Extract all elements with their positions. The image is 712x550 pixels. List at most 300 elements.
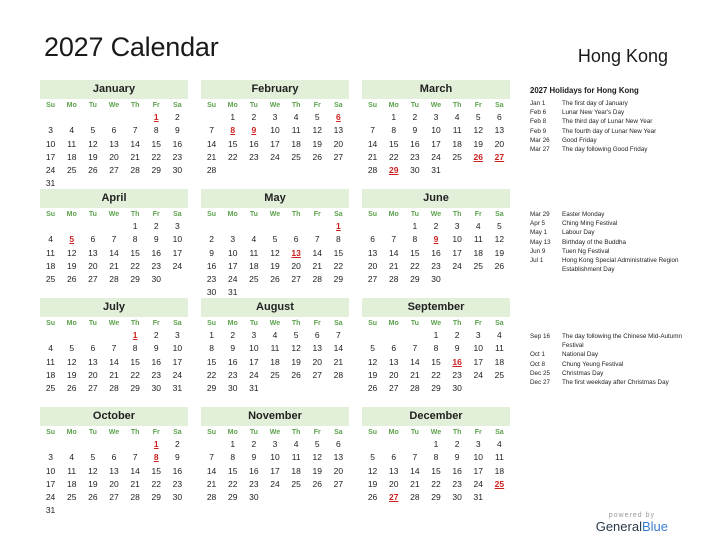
month-header: April (40, 189, 188, 208)
day-cell: 9 (175, 452, 180, 463)
day-cell: 13 (312, 343, 322, 354)
empty-day (243, 220, 264, 233)
day-cell: 4 (454, 112, 460, 122)
day-cell: 13 (109, 138, 119, 149)
day-cell: 24 (270, 478, 280, 489)
day-cell: 15 (227, 138, 238, 149)
day-cell: 2 (454, 439, 460, 449)
day-cell: 21 (130, 478, 140, 489)
day-cell: 6 (391, 452, 397, 463)
day-cell: 15 (333, 247, 344, 258)
holiday-name: Hong Kong Special Administrative Region Establishment Day (562, 257, 679, 274)
weekday-label: Su (207, 429, 217, 436)
day-cell: 6 (293, 234, 299, 245)
day-cell: 7 (314, 234, 320, 245)
holiday-item (530, 360, 700, 369)
day-cell: 3 (272, 112, 278, 122)
day-cell: 1 (132, 221, 138, 231)
day-cell: 6 (90, 234, 96, 245)
weekday-label: Th (291, 211, 301, 218)
holiday-day: 1 (153, 112, 159, 122)
empty-day (40, 220, 61, 233)
month-february (201, 80, 349, 177)
day-cell: 10 (45, 138, 56, 149)
weekday-label: Su (46, 320, 56, 327)
day-cell: 2 (412, 112, 418, 122)
holiday-group (530, 99, 700, 154)
day-cell: 18 (66, 151, 77, 162)
holiday-date: Feb 6 (530, 109, 547, 117)
day-cell: 7 (111, 234, 117, 245)
day-cell: 16 (206, 260, 217, 271)
weekday-label: Sa (495, 429, 504, 436)
day-cell: 16 (172, 138, 183, 149)
day-cell: 22 (130, 260, 140, 271)
weekday-label: Th (291, 429, 301, 436)
day-cell: 30 (431, 274, 441, 285)
day-cell: 3 (454, 221, 460, 231)
day-cell: 11 (270, 343, 280, 354)
day-cell: 29 (227, 492, 238, 503)
holiday-date: Apr 5 (530, 220, 546, 228)
weekday-label: Sa (173, 429, 182, 436)
day-cell: 19 (291, 356, 301, 367)
weekday-label: Fr (152, 429, 160, 436)
empty-day (82, 329, 103, 342)
holiday-name: National Day (562, 351, 599, 359)
holiday-item (530, 369, 700, 378)
holiday-date: Feb 8 (530, 118, 547, 126)
day-cell: 5 (90, 125, 96, 136)
weekday-label: Fr (152, 211, 160, 218)
month-december (362, 407, 510, 504)
day-cell: 20 (333, 465, 344, 476)
day-cell: 7 (336, 330, 341, 340)
day-cell: 14 (333, 343, 344, 354)
day-cell: 6 (111, 452, 117, 463)
month-july (40, 298, 188, 395)
day-cell: 5 (293, 330, 299, 340)
day-cell: 30 (452, 383, 462, 394)
empty-day (125, 438, 146, 451)
day-cell: 14 (367, 138, 378, 149)
day-cell: 13 (388, 356, 399, 367)
powered-by-text: powered by (608, 512, 655, 519)
day-cell: 14 (130, 138, 140, 149)
day-cell: 2 (153, 221, 159, 231)
day-cell: 25 (291, 478, 301, 489)
day-cell: 4 (293, 112, 299, 122)
weekday-label: We (108, 102, 120, 109)
day-cell: 12 (312, 452, 322, 463)
day-cell: 3 (475, 330, 481, 340)
weekday-label: Tu (410, 102, 419, 109)
day-cell: 9 (454, 452, 460, 463)
day-cell: 5 (272, 234, 278, 245)
weekday-label: Sa (334, 320, 343, 327)
day-cell: 9 (153, 343, 159, 354)
weekday-label: Sa (173, 211, 182, 218)
holiday-date: Oct 8 (530, 360, 546, 368)
day-cell: 24 (270, 151, 280, 162)
day-cell: 15 (130, 356, 140, 367)
day-cell: 20 (109, 478, 119, 489)
day-cell: 26 (312, 478, 322, 489)
day-cell: 23 (452, 369, 462, 380)
weekday-label: Th (130, 102, 140, 109)
day-cell: 25 (494, 369, 505, 380)
day-cell: 11 (495, 452, 504, 463)
holiday-day: 9 (433, 234, 439, 245)
page-title: 2027 Calendar (44, 32, 219, 62)
day-cell: 30 (172, 165, 183, 176)
weekday-label: Th (130, 320, 140, 327)
day-cell: 14 (388, 247, 399, 258)
empty-day (222, 220, 243, 233)
day-cell: 27 (109, 492, 119, 503)
day-cell: 4 (272, 330, 278, 340)
day-cell: 13 (88, 247, 98, 258)
day-cell: 6 (314, 330, 320, 340)
day-cell: 14 (130, 465, 140, 476)
weekday-label: Su (368, 320, 378, 327)
holiday-day: 25 (494, 478, 505, 489)
day-cell: 3 (230, 234, 236, 245)
holiday-name: The day following Good Friday (562, 146, 648, 154)
day-cell: 19 (312, 465, 322, 476)
day-cell: 8 (153, 125, 159, 136)
day-cell: 12 (270, 247, 280, 258)
day-cell: 21 (109, 369, 119, 380)
day-cell: 4 (497, 330, 502, 340)
day-cell: 28 (130, 165, 140, 176)
day-cell: 19 (270, 260, 280, 271)
day-cell: 14 (109, 356, 119, 367)
weekday-label: Mo (66, 102, 77, 109)
day-cell: 14 (206, 465, 217, 476)
day-cell: 7 (370, 125, 375, 136)
day-cell: 28 (410, 383, 420, 394)
day-cell: 26 (66, 383, 77, 394)
day-cell: 18 (66, 478, 77, 489)
day-cell: 17 (249, 356, 259, 367)
day-cell: 30 (249, 492, 259, 503)
day-cell: 12 (312, 125, 322, 136)
day-cell: 23 (151, 369, 161, 380)
day-cell: 31 (227, 287, 238, 298)
day-cell: 11 (67, 465, 77, 476)
holiday-day: 16 (452, 356, 462, 367)
weekday-label: Th (130, 429, 140, 436)
weekday-label: Fr (313, 211, 321, 218)
weekday-label: Su (46, 102, 56, 109)
day-cell: 29 (410, 274, 420, 285)
day-cell: 26 (66, 274, 77, 285)
empty-day (103, 438, 124, 451)
day-cell: 30 (151, 383, 161, 394)
day-cell: 26 (270, 274, 280, 285)
day-cell: 3 (175, 330, 180, 340)
holiday-item (530, 219, 700, 228)
day-cell: 7 (391, 234, 397, 245)
day-cell: 24 (227, 274, 238, 285)
weekday-label: Su (46, 211, 56, 218)
day-cell: 19 (66, 369, 77, 380)
day-cell: 16 (410, 138, 420, 149)
day-cell: 6 (111, 125, 117, 136)
day-cell: 15 (431, 465, 441, 476)
day-cell: 27 (333, 478, 344, 489)
day-cell: 13 (88, 356, 98, 367)
day-cell: 14 (206, 138, 217, 149)
empty-day (82, 111, 103, 124)
day-cell: 11 (67, 138, 77, 149)
holiday-date: Jan 1 (530, 100, 546, 107)
empty-day (125, 111, 146, 124)
weekday-label: Fr (152, 320, 160, 327)
weekday-label: Mo (66, 429, 77, 436)
day-cell: 10 (452, 234, 462, 245)
day-cell: 28 (109, 383, 119, 394)
day-cell: 8 (412, 234, 418, 245)
day-cell: 16 (172, 465, 183, 476)
holiday-day: 9 (251, 125, 257, 136)
day-cell: 4 (48, 234, 53, 245)
day-cell: 28 (206, 492, 217, 503)
day-cell: 4 (251, 234, 257, 245)
day-cell: 27 (388, 383, 399, 394)
holiday-item (530, 136, 700, 145)
day-cell: 26 (88, 165, 98, 176)
month-march (362, 80, 510, 177)
day-cell: 29 (431, 383, 441, 394)
empty-day (307, 220, 328, 233)
day-cell: 31 (473, 492, 483, 503)
weekday-label: We (269, 320, 281, 327)
day-cell: 17 (172, 356, 183, 367)
holiday-item (530, 350, 700, 359)
day-cell: 31 (172, 383, 183, 394)
day-cell: 19 (88, 151, 98, 162)
day-cell: 7 (209, 125, 214, 136)
holiday-item (530, 256, 700, 274)
day-cell: 26 (291, 369, 301, 380)
day-cell: 1 (433, 439, 439, 449)
day-cell: 2 (175, 439, 180, 449)
day-cell: 23 (172, 478, 183, 489)
weekday-label: We (430, 102, 442, 109)
day-cell: 8 (230, 452, 236, 463)
day-cell: 7 (132, 125, 138, 136)
day-cell: 2 (454, 330, 460, 340)
weekday-label: We (430, 211, 442, 218)
holiday-name: Good Friday (562, 136, 597, 144)
empty-day (286, 220, 307, 233)
empty-day (362, 220, 383, 233)
day-cell: 28 (206, 165, 217, 176)
day-cell: 19 (66, 260, 77, 271)
weekday-label: We (108, 320, 120, 327)
holiday-item (530, 145, 700, 154)
day-cell: 22 (431, 478, 441, 489)
weekday-label: Tu (88, 320, 97, 327)
day-cell: 23 (227, 369, 238, 380)
weekday-label: Tu (249, 320, 258, 327)
day-cell: 18 (45, 260, 56, 271)
day-cell: 5 (314, 439, 320, 449)
day-cell: 23 (431, 260, 441, 271)
day-cell: 4 (69, 452, 75, 463)
weekday-label: Mo (227, 429, 238, 436)
day-cell: 15 (431, 356, 441, 367)
weekday-label: Tu (249, 429, 258, 436)
holiday-item (530, 247, 700, 256)
weekday-label: Mo (388, 320, 399, 327)
holiday-day: 27 (494, 151, 505, 162)
day-cell: 22 (206, 369, 217, 380)
day-cell: 18 (494, 356, 505, 367)
day-cell: 19 (367, 369, 378, 380)
holiday-name: Easter Monday (562, 211, 605, 218)
day-cell: 4 (293, 439, 299, 449)
day-cell: 27 (88, 383, 98, 394)
weekday-label: Su (368, 429, 378, 436)
month-header: January (40, 80, 188, 99)
month-may (201, 189, 349, 300)
month-header: May (201, 189, 349, 208)
month-header: February (201, 80, 349, 99)
day-cell: 17 (452, 247, 462, 258)
day-cell: 21 (206, 478, 217, 489)
day-cell: 2 (251, 439, 257, 449)
holiday-item (530, 238, 700, 247)
day-cell: 27 (88, 274, 98, 285)
holiday-name: Christmas Day (562, 369, 604, 377)
weekday-label: Fr (474, 320, 482, 327)
day-cell: 23 (410, 151, 420, 162)
day-cell: 23 (206, 274, 217, 285)
weekday-label: Fr (313, 102, 321, 109)
day-cell: 21 (109, 260, 119, 271)
day-cell: 11 (452, 125, 462, 136)
day-cell: 30 (151, 274, 161, 285)
day-cell: 8 (132, 343, 138, 354)
empty-day (383, 220, 404, 233)
day-cell: 6 (370, 234, 375, 245)
country-name: Hong Kong (577, 46, 668, 66)
day-cell: 6 (497, 112, 502, 122)
month-header: June (362, 189, 510, 208)
day-cell: 5 (90, 452, 96, 463)
day-cell: 28 (109, 274, 119, 285)
day-cell: 31 (45, 505, 56, 516)
day-cell: 15 (227, 465, 238, 476)
holiday-date: May 13 (530, 238, 551, 246)
weekday-label: Su (207, 102, 217, 109)
day-cell: 23 (249, 478, 259, 489)
day-cell: 4 (475, 221, 481, 231)
day-cell: 14 (109, 247, 119, 258)
month-header: July (40, 298, 188, 317)
day-cell: 25 (291, 151, 301, 162)
day-cell: 21 (206, 151, 217, 162)
day-cell: 3 (175, 221, 180, 231)
day-cell: 18 (249, 260, 259, 271)
day-cell: 21 (312, 260, 322, 271)
day-cell: 13 (109, 465, 119, 476)
weekday-label: We (269, 429, 281, 436)
day-cell: 10 (473, 343, 483, 354)
day-cell: 9 (230, 343, 236, 354)
weekday-label: Tu (410, 320, 419, 327)
day-cell: 20 (333, 138, 344, 149)
holiday-name: The first weekday after Christmas Day (562, 379, 669, 387)
empty-day (40, 111, 61, 124)
day-cell: 25 (66, 165, 77, 176)
day-cell: 6 (336, 439, 341, 449)
day-cell: 21 (388, 260, 399, 271)
holiday-date: Feb 9 (530, 127, 547, 135)
day-cell: 22 (227, 478, 238, 489)
brand-logo (596, 512, 668, 534)
holiday-date: Mar 27 (530, 146, 550, 154)
day-cell: 12 (473, 125, 483, 136)
weekday-label: We (269, 102, 281, 109)
day-cell: 14 (410, 465, 420, 476)
day-cell: 17 (473, 465, 483, 476)
day-cell: 2 (433, 221, 439, 231)
day-cell: 29 (333, 274, 344, 285)
holiday-name: Lunar New Year's Day (562, 109, 625, 117)
weekday-label: Mo (388, 211, 399, 218)
day-cell: 9 (175, 125, 180, 136)
day-cell: 29 (151, 492, 161, 503)
holiday-name: Birthday of the Buddha (562, 238, 627, 246)
day-cell: 30 (206, 287, 217, 298)
empty-day (103, 111, 124, 124)
day-cell: 20 (388, 369, 399, 380)
holiday-name: The fourth day of Lunar New Year (562, 127, 657, 135)
weekday-label: Fr (474, 211, 482, 218)
day-cell: 26 (312, 151, 322, 162)
empty-day (40, 438, 61, 451)
weekday-label: Tu (410, 211, 419, 218)
holiday-day: 29 (388, 165, 399, 176)
weekday-label: Th (452, 102, 462, 109)
day-cell: 6 (90, 343, 96, 354)
weekday-label: Th (291, 102, 301, 109)
day-cell: 15 (151, 138, 161, 149)
day-cell: 4 (69, 125, 75, 136)
holiday-name: Ching Ming Festival (562, 220, 618, 228)
day-cell: 3 (48, 125, 53, 136)
day-cell: 22 (388, 151, 399, 162)
empty-day (82, 220, 103, 233)
weekday-label: Sa (334, 211, 343, 218)
holiday-item (530, 210, 700, 219)
weekday-label: Mo (227, 211, 238, 218)
day-cell: 25 (270, 369, 280, 380)
weekday-label: We (430, 320, 442, 327)
day-cell: 19 (312, 138, 322, 149)
day-cell: 15 (130, 247, 140, 258)
month-october (40, 407, 188, 518)
empty-day (61, 111, 82, 124)
day-cell: 21 (410, 478, 420, 489)
empty-day (40, 329, 61, 342)
holiday-name: Labour Day (562, 229, 595, 237)
day-cell: 9 (251, 452, 257, 463)
